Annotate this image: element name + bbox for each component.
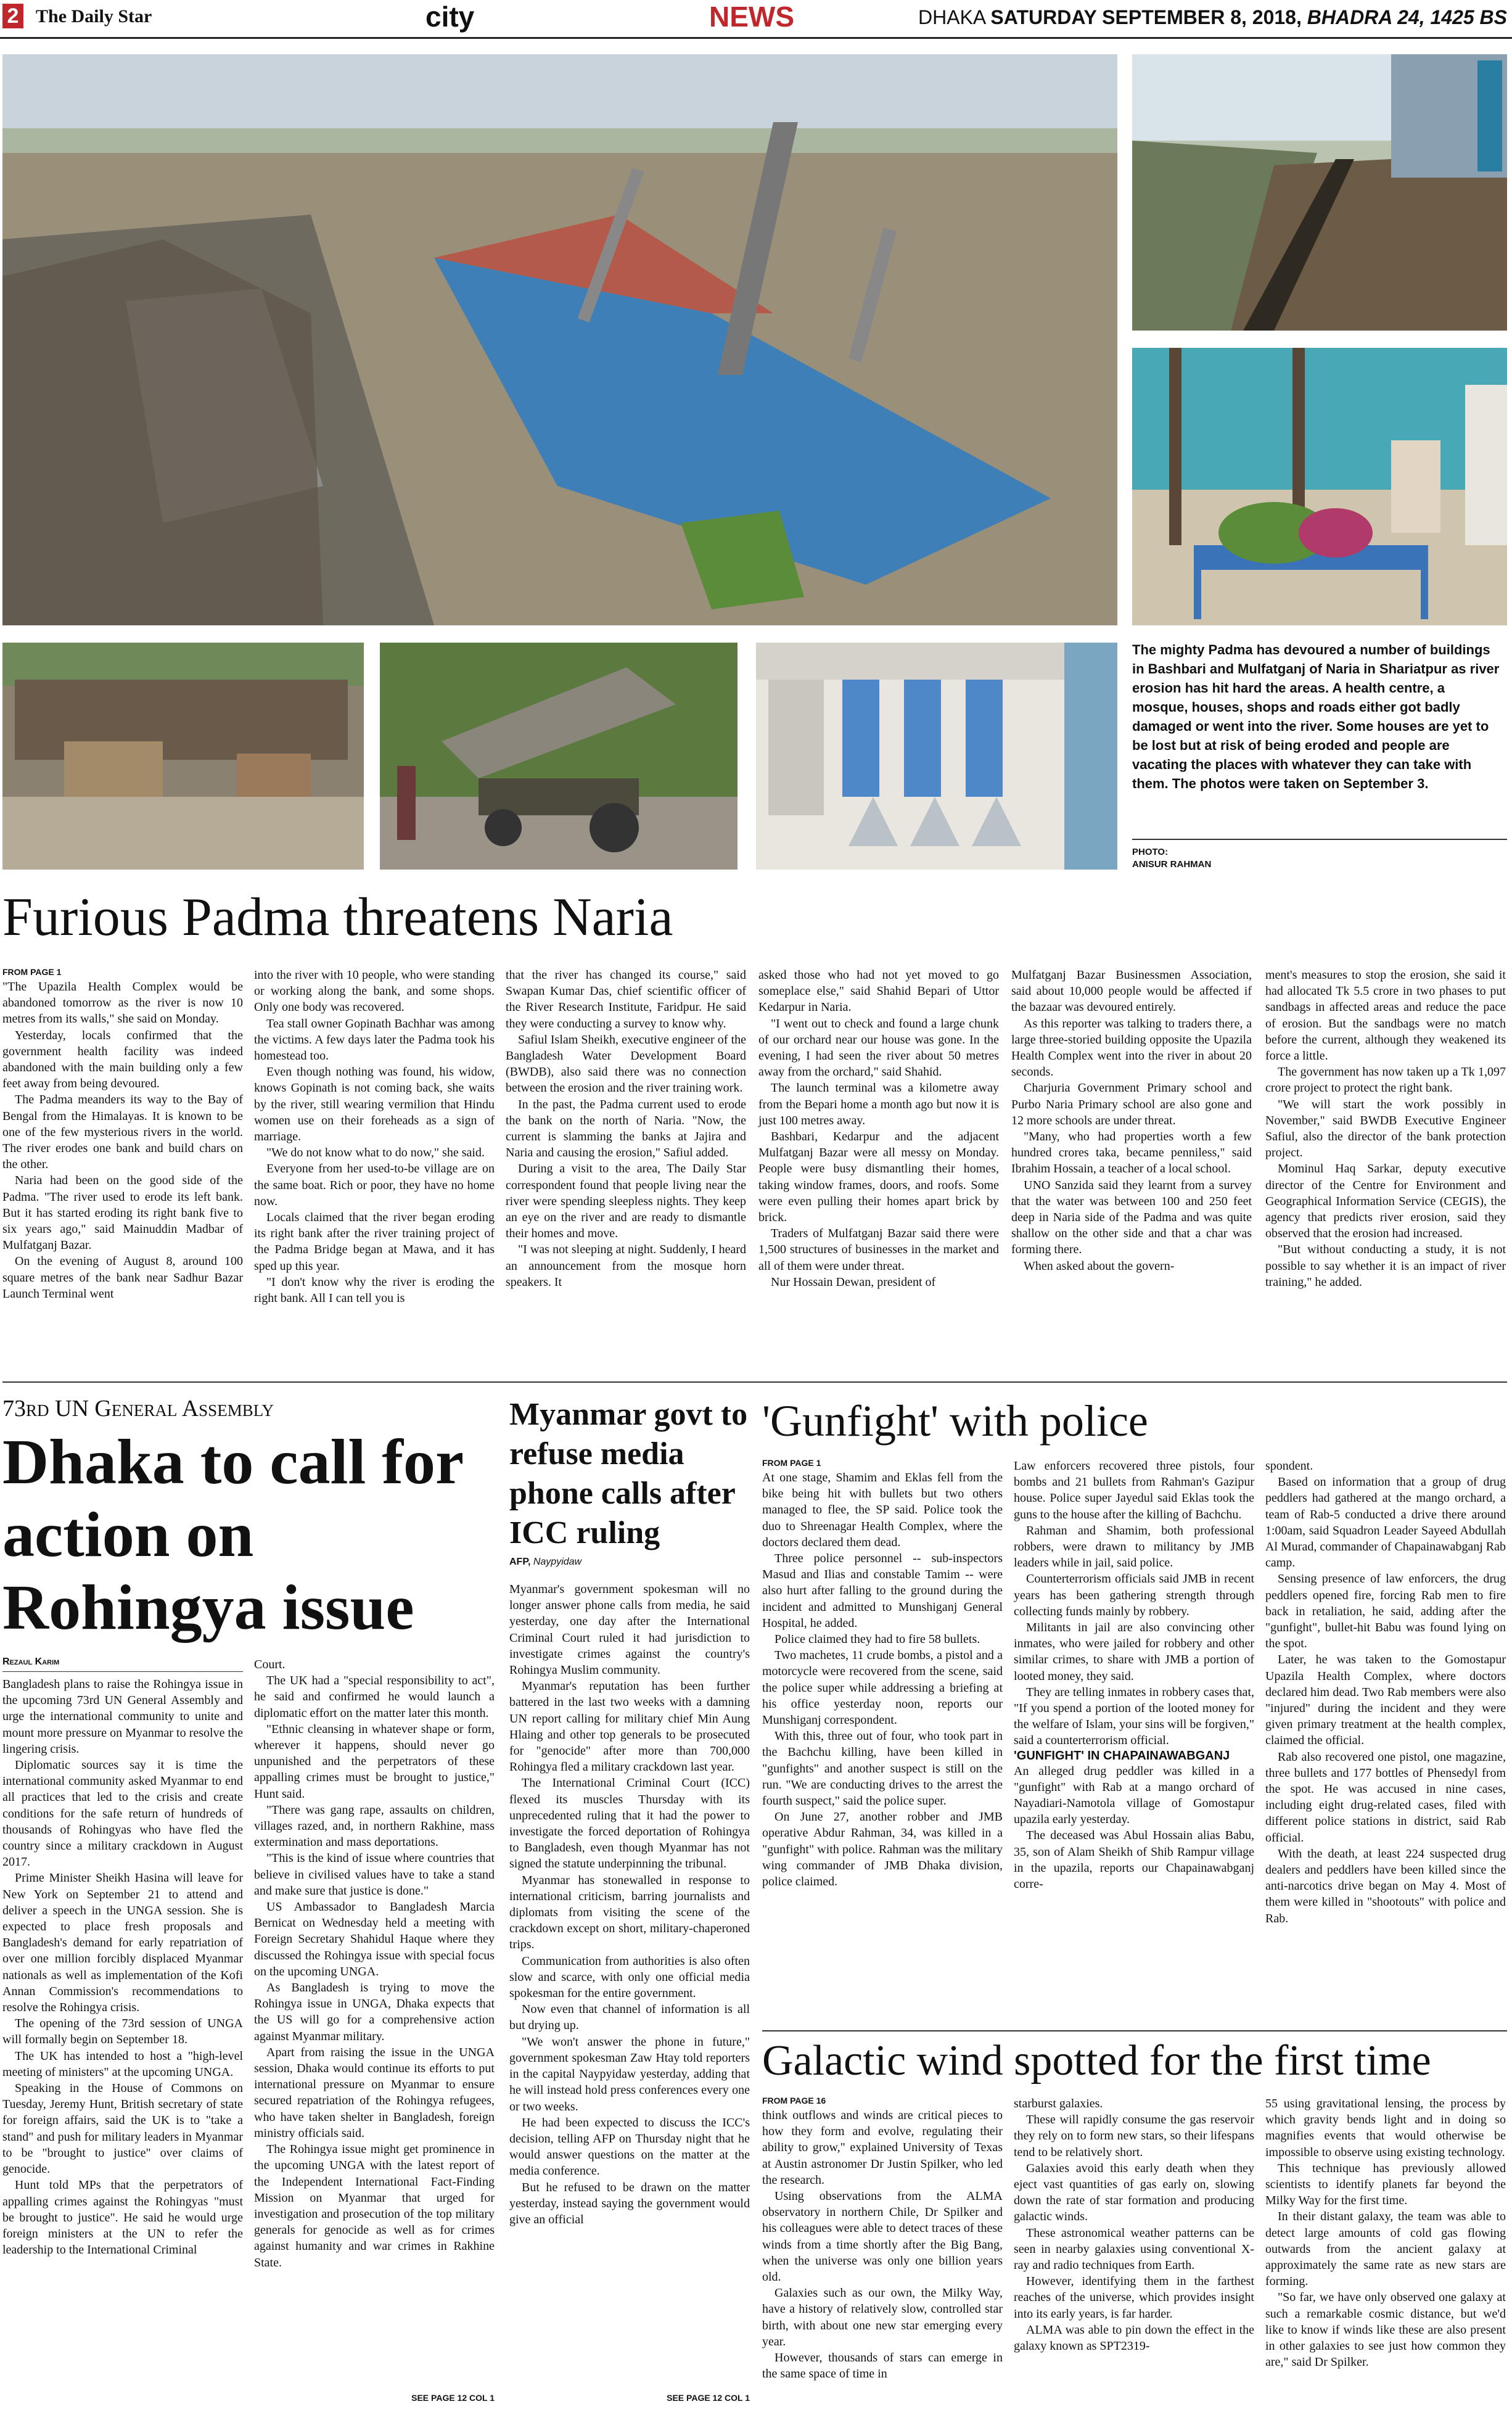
paragraph: He had been expected to discuss the ICC's decision, telling AFP on Thursday night that he would answer questions on the matter at the media conference. [509, 2115, 750, 2178]
gunfight-col-1 [762, 1458, 1003, 1890]
paragraph: ment's measures to stop the erosion, she said it had allocated Tk 5.5 crore in two phases to put sandbags in affected areas and reduce the pace of erosion. But the sandbags were no match before the current, although they weakened its force a little. [1265, 968, 1506, 1063]
myanmar-byline-agency: AFP, [509, 1557, 531, 1567]
paragraph: Later, he was taken to the Gomostapur Upazila Health Complex, where doctors declared him dead. Two Rab members were also "injured" during the incident and they were given primary treatment at the health complex, claimed the official. [1265, 1653, 1506, 1748]
paragraph: The UK had a "special responsibility to act", he said and confirmed he would launch a diplomatic effort on the matter later this month. [254, 1674, 495, 1720]
paragraph: Three police personnel -- sub-inspectors Masud and Ilias and constable Tamim -- were also hurt after falling to the ground during the incident and admitted to Munshiganj General Hospital, he added. [762, 1552, 1003, 1630]
paragraph: Even though nothing was found, his widow, knows Gopinath is not coming back, she waits by the river, still wearing vermilion that Hindu women use on their foreheads as a sign of marriage. [254, 1065, 495, 1144]
paragraph: that the river has changed its course," said Swapan Kumar Das, chief scientific officer of the River Research Institute, Faridpur. He said they were conducting a survey to know why. [506, 968, 746, 1031]
photo-eroded-road [1132, 54, 1507, 331]
unga-continued: SEE PAGE 12 COL 1 [411, 2393, 495, 2403]
paragraph: "The Upazila Health Complex would be abandoned tomorrow as the river is now 10 metres from its walls," she said on Monday. [2, 980, 243, 1026]
paragraph: Counterterrorism officials said JMB in recent years has been gathering strength through collecting funds mainly by robbery. [1014, 1572, 1254, 1618]
paragraph: Rahman and Shamim, both professional robbers, were drawn to militancy by JMB leaders while in jail, said police. [1014, 1523, 1254, 1570]
paragraph: "This is the kind of issue where countries that believe in civilised values have to take a stand and make sure that justice is done." [254, 1851, 495, 1898]
paragraph: Now even that channel of information is all but drying up. [509, 2002, 750, 2033]
gunfight-col-3 [1265, 1458, 1506, 1927]
paragraph: Myanmar's reputation has been further battered in the last two weeks with a damning UN report calling for military chief Min Aung Hlaing and other top generals to be prosecuted for "genocide" after more than 700,000 Rohingya fled a military crackdown last year. [509, 1679, 750, 1774]
paragraph: Communication from authorities is also often slow and scarce, with only one official media spokesman for the entire government. [509, 1954, 750, 2001]
padma-col-5 [1011, 967, 1252, 1274]
paragraph: think outflows and winds are critical pieces to how they form and evolve, regulating their ability to grow," explained University of Texas at Austin astronomer Dr Justin Spilker, who led the research. [762, 2109, 1003, 2187]
paragraph: As this reporter was talking to traders there, a large three-storied building opposite the Upazila Health Complex went into the river in about 20 seconds. [1011, 1016, 1252, 1079]
paragraph: The opening of the 73rd session of UNGA will formally begin on September 18. [2, 2017, 243, 2047]
paragraph: Tea stall owner Gopinath Bachhar was among the victims. A few days later the Padma took his homestead too. [254, 1016, 495, 1063]
paragraph: Yesterday, locals confirmed that the government health facility was indeed abandoned with the main building only a few feet away from being devoured. [2, 1028, 243, 1091]
paragraph: These will rapidly consume the gas reservoir they rely on to form new stars, so their lifespans tend to be relatively short. [1014, 2113, 1254, 2159]
photo-credit-label: PHOTO: [1132, 847, 1169, 857]
myanmar-headline: Myanmar govt to refuse media phone calls after ICC ruling [509, 1397, 748, 1550]
paragraph: These astronomical weather patterns can be seen in nearby galaxies using conventional X-ray and radio techniques from Earth. [1014, 2226, 1254, 2273]
paragraph: "But without conducting a study, it is not possible to say whether it is an impact of river training," he added. [1265, 1243, 1506, 1289]
photo-credit [1132, 846, 1211, 871]
paragraph: With the death, at least 224 suspected drug dealers and peddlers have been killed since the anti-narcotics drive began on May 4. Most of them were killed in "shootouts" with police and Rab. [1265, 1846, 1506, 1925]
paragraph: UNO Sanzida said they learnt from a survey that the water was between 100 and 250 feet deep in Naria side of the Padma and was quite shallow on the other side and that a char was forming there. [1011, 1178, 1252, 1257]
paragraph: They are telling inmates in robbery cases that, "If you spend a portion of the looted money for the welfare of Islam, your sins will be forgiven," said a counterterrorism official. [1014, 1685, 1254, 1748]
paragraph: US Ambassador to Bangladesh Marcia Bernicat on Wednesday held a meeting with Foreign Secretary Shahidul Haque where they discussed the Rohingya issue with special focus on the upcoming UNGA. [254, 1900, 495, 1978]
gunfight-headline: 'Gunfight' with police [762, 1396, 1148, 1446]
paragraph: Myanmar has stonewalled in response to international criticism, barring journalists and diplomats from visiting the scene of the crackdown except on short, military-chaperoned trips. [509, 1873, 750, 1952]
byline-rule [2, 1671, 243, 1672]
unga-col-1 [2, 1676, 243, 2258]
paragraph: starburst galaxies. [1014, 2097, 1103, 2110]
paragraph: On June 27, another robber and JMB operative Abdur Rahman, 34, was killed in a "gunfight" with police. Rahman was the military wing commander of JMB Dhaka division, police claimed. [762, 1810, 1003, 1889]
unga-headline: Dhaka to call for action on Rohingya issue [2, 1426, 463, 1643]
page-number: 2 [2, 4, 23, 28]
paragraph: In their distant galaxy, the team was able to detect large amounts of cold gas flowing outwards from the ancient galaxy at approximately the same rate as new stars are forming. [1265, 2210, 1506, 2289]
dateline-bangla: BHADRA 24, 1425 BS [1307, 6, 1507, 28]
paragraph: "I went out to check and found a large chunk of our orchard near our house was gone. In the evening, I had seen the river about 50 metres away from the orchard," said Shahid. [758, 1016, 999, 1079]
paragraph: Sensing presence of law enforcers, the drug peddlers opened fire, forcing Rab men to fire back in retaliation, he said, adding after the "gunfight", bullet-hit Babu was found lying on the spot. [1265, 1572, 1506, 1651]
dateline [918, 6, 1507, 29]
paragraph: "I don't know why the river is eroding the right bank. All I can tell you is [254, 1275, 495, 1306]
padma-col-2 [254, 967, 495, 1306]
padma-from-page: FROM PAGE 1 [2, 967, 62, 977]
photo-caption: The mighty Padma has devoured a number of buildings in Bashbari and Mulfatganj of Naria in Shariatpur as river erosion has hit hard the areas. A health centre, a mosque, houses, shops and roads either got badly damaged or went into the river. Some houses are yet to be lost but at risk of being eroded and people are vacating the places with whatever they can take with them. The photos were taken on September 3. [1132, 642, 1500, 791]
padma-col-1 [2, 967, 243, 1302]
galactic-top-rule [762, 2030, 1507, 2031]
photo-tractor-roof [380, 643, 738, 870]
paragraph: Mulfatganj Bazar Businessmen Association, said about 10,000 people would be affected if the bazaar was devoured entirely. [1011, 968, 1252, 1015]
gunfight-from-page: FROM PAGE 1 [762, 1458, 821, 1468]
paragraph: Based on information that a group of drug peddlers had gathered at the mango orchard, a team of Rab-5 conducted a drive there around 1:00am, said Squadron Leader Sayeed Abdullah Al Murad, commander of Chapainawabganj Rab camp. [1265, 1475, 1506, 1570]
paragraph: As Bangladesh is trying to move the Rohingya issue in UNGA, Dhaka expects that the US will go for a comprehensive action against Myanmar military. [254, 1981, 495, 2043]
paragraph: An alleged drug peddler was killed in a "gunfight" with Rab at a mango orchard of Nayadiari-Namotola village of Gomostapur upazila early yesterday. [1014, 1764, 1254, 1827]
padma-headline: Furious Padma threatens Naria [2, 887, 673, 947]
paragraph: In the past, the Padma current used to erode the bank on the north of Naria. "Now, the current is slamming the banks at Jajira and Naria and causing the erosion," Safiul added. [506, 1097, 746, 1160]
paragraph: However, identifying them in the farthest reaches of the universe, which provides insight into its early years, is far harder. [1014, 2274, 1254, 2321]
paragraph: Galaxies such as our own, the Milky Way, have a history of relatively slow, controlled star birth, with about one new star emerging every year. [762, 2286, 1003, 2348]
paragraph: Court. [254, 1658, 286, 1671]
paragraph: The International Criminal Court (ICC) flexed its muscles Thursday with its unprecedented ruling that it had the power to investigate the forced deportation of Rohingya to Bangladesh, even though Myanmar has not signed the statute underpinning the tribunal. [509, 1776, 750, 1871]
paragraph: Using observations from the ALMA observatory in northern Chile, Dr Spilker and his colleagues were able to detect traces of these winds from a time shortly after the Big Bang, when the universe was only one billion years old. [762, 2189, 1003, 2284]
myanmar-byline-place: Naypyidaw [533, 1557, 582, 1567]
paragraph: Apart from raising the issue in the UNGA session, Dhaka would continue its efforts to put international pressure on Myanmar to ensure secured repatriation of the Rohingya refugees, who have taken shelter in Bangladesh, foreign ministry officials said. [254, 2045, 495, 2140]
paragraph: "Many, who had properties worth a few hundred crores taka, became penniless," said Ibrahim Hossain, a teacher of a local school. [1011, 1130, 1252, 1176]
paragraph: This technique has previously allowed scientists to identify planets far beyond the Milky Way for the first time. [1265, 2161, 1506, 2208]
section-divider [2, 1381, 1507, 1383]
paragraph: Police claimed they had to fire 58 bullets. [774, 1632, 980, 1647]
unga-byline: Rezaul Karim [2, 1657, 60, 1667]
paragraph: "Ethnic cleansing in whatever shape or form, wherever it happens, should never go unpunished and the perpetrators of these appalling crimes must be brought to justice," Hunt said. [254, 1722, 495, 1801]
photo-dismantled-house [2, 643, 364, 870]
photo-credit-name: ANISUR RAHMAN [1132, 859, 1212, 870]
gunfight-subhead: 'GUNFIGHT' IN CHAPAINAWABGANJ [1014, 1748, 1230, 1763]
dateline-date: SATURDAY SEPTEMBER 8, 2018, [990, 6, 1302, 28]
paragraph: Locals claimed that the river began eroding its right bank after the river training project of the Padma Bridge began at Mawa, and it has sped up this year. [254, 1211, 495, 1273]
paragraph: 55 using gravitational lensing, the process by which gravity bends light and in doing so magnifies events that would otherwise be impossible to observe using existing technology. [1265, 2097, 1506, 2159]
padma-col-4 [758, 967, 999, 1290]
paragraph: The launch terminal was a kilometre away from the Bepari home a month ago but now it is just 100 metres away. [758, 1081, 999, 1127]
unga-col-2 [254, 1657, 495, 2271]
paragraph: Traders of Mulfatganj Bazar said there were 1,500 structures of businesses in the market and all of them were under threat. [758, 1227, 999, 1273]
paragraph: Nur Hossain Dewan, president of [771, 1275, 936, 1289]
paragraph: The Rohingya issue might get prominence in the upcoming UNGA with the latest report of the Independent International Fact-Finding Mission on Myanmar that urged for investigation and prosecution of the top military generals for genocide as well as for crimes against humanity and war crimes in Rakhine State. [254, 2142, 495, 2270]
paragraph: Two machetes, 11 crude bombs, a pistol and a motorcycle were recovered from the scene, said the police super while addressing a briefing at his office yesterday noon, reports our Munshiganj correspondent. [762, 1648, 1003, 1727]
paragraph: Safiul Islam Sheikh, executive engineer of the Bangladesh Water Development Board (BWDB), also said there was no connection between the erosion and the river training work. [506, 1032, 746, 1095]
paragraph: Everyone from her used-to-be village are on the same boat. Rich or poor, they have no home now. [254, 1162, 495, 1208]
paragraph: But he refused to be drawn on the matter yesterday, instead saying the government would give an official [509, 2180, 750, 2226]
category-label: NEWS [709, 1, 794, 33]
paragraph: Hunt told MPs that the perpetrators of appalling crimes against the Rohingyas "must be brought to justice". He said he would urge foreign ministers at the UN to refer the leadership to the International Criminal [2, 2178, 243, 2257]
galactic-headline: Galactic wind spotted for the first time [762, 2037, 1431, 2085]
paragraph: On the evening of August 8, around 100 square metres of the bank near Sadhur Bazar Launch Terminal went [2, 1254, 243, 1301]
paragraph: However, thousands of stars can emerge in the same space of time in [762, 2351, 1003, 2381]
section-label: city [425, 1, 475, 33]
paragraph: Bashbari, Kedarpur and the adjacent Mulfatganj Bazar were all messy on Monday. People were busy dismantling their homes, taking window frames, doors, and roofs. Some were even pulling their homes apart brick by brick. [758, 1130, 999, 1225]
paragraph: With this, three out of four, who took part in the Bachchu killing, have been killed in "gunfights" and another suspect is still on the run. "We are conducting drives to the arrest the fourth suspect," said the police super. [762, 1729, 1003, 1808]
paragraph: into the river with 10 people, who were standing or working along the bank, and some shops. Only one body was recovered. [254, 968, 495, 1015]
paragraph: Militants in jail are also convincing other inmates, who were jailed for robbery and other similar crimes, to share with JMB a portion of looted money, they said. [1014, 1621, 1254, 1683]
padma-col-3 [506, 967, 746, 1290]
paragraph: Speaking in the House of Commons on Tuesday, Jeremy Hunt, British secretary of state for foreign affairs, said the UK is to "take a stand" and push for military leaders in Myanmar to be "brought to justice" over claims of genocide. [2, 2081, 243, 2176]
paragraph: "We won't answer the phone in future," government spokesman Zaw Htay told reporters in the capital Naypyidaw yesterday, adding that he will instead hold press conferences every one or two weeks. [509, 2035, 750, 2114]
paragraph: The deceased was Abul Hossain alias Babu, 35, son of Alam Sheikh of Shib Rampur village in the upazila, reports our Chapainawabganj corre- [1014, 1829, 1254, 1891]
photo-mosque-pillars [756, 643, 1117, 870]
paragraph: asked those who had not yet moved to go someplace else," said Shahid Bepari of Uttor Kedarpur in Naria. [758, 968, 999, 1015]
paragraph: When asked about the govern- [1024, 1259, 1175, 1273]
paragraph: "So far, we have only observed one galaxy at such a remarkable cosmic distance, but we'd like to know if winds like these are also present in other galaxies to see just how common they are," said Dr Spilker. [1265, 2291, 1506, 2369]
paragraph: The UK has intended to host a "high-level meeting of ministers" at the upcoming UNGA. [2, 2049, 243, 2079]
paragraph: During a visit to the area, The Daily Star correspondent found that people living near the river were spending sleepless nights. They keep an eye on the river and are ready to dismantle their homes and move. [506, 1162, 746, 1241]
paragraph: Galaxies avoid this early death when they eject vast quantities of gas early on, slowing down the rate of star formation and producing galactic winds. [1014, 2161, 1254, 2224]
paragraph: Bangladesh plans to raise the Rohingya issue in the upcoming 73rd UN General Assembly and urge the international community to unite and mount more pressure on Myanmar to resolve the lingering crisis. [2, 1677, 243, 1756]
paragraph: Law enforcers recovered three pistols, four bombs and 21 bullets from Rahman's Gazipur house. Police super Jayedul said Eklas took the guns to the house after the killing of Bachchu. [1014, 1459, 1254, 1521]
paragraph: Prime Minister Sheikh Hasina will leave for New York on September 21 to attend and deliver a speech in the UNGA session. She is expected to place fresh proposals and Bangladesh's demand for early repatriation of over one million forcibly displaced Myanmar nationals as well as implementation of the Kofi Annan Commission's recommendations to resolve the Rohingya crisis. [2, 1871, 243, 2015]
caption-rule [1132, 839, 1507, 840]
paragraph: "We do not know what to do now," she said. [266, 1146, 485, 1160]
padma-col-6 [1265, 967, 1506, 1290]
paragraph: Rab also recovered one pistol, one magazine, three bullets and 177 bottles of Phensedyl from the spot. He was accused in nine cases, including eight drug-related cases, filed with different police stations in district, said Rab official. [1265, 1750, 1506, 1845]
photo-belongings-on-cot [1132, 348, 1507, 625]
main-photo-collapsed-building [2, 54, 1117, 625]
paragraph: "We will start the work possibly in November," said BWDB Executive Engineer Safiul, also the director of the bank protection project. [1265, 1097, 1506, 1160]
galactic-col-3 [1265, 2096, 1506, 2370]
paragraph: The Padma meanders its way to the Bay of Bengal from the Himalayas. It is known to be one of the few mysterious rivers in the world. The river erodes one bank and build chars on the other. [2, 1093, 243, 1172]
paragraph: spondent. [1265, 1459, 1313, 1473]
paragraph: The government has now taken up a Tk 1,097 crore project to protect the right bank. [1265, 1065, 1506, 1095]
myanmar-byline [509, 1557, 581, 1568]
galactic-col-2 [1014, 2096, 1254, 2354]
paragraph: ALMA was able to pin down the effect in the galaxy known as SPT2319- [1014, 2323, 1254, 2353]
paragraph: "There was gang rape, assaults on children, villages razed, and, in northern Rakhine, mass extermination and mass deportations. [254, 1803, 495, 1850]
dateline-city: DHAKA [918, 6, 985, 28]
paragraph: Myanmar's government spokesman will no longer answer phone calls from media, he said yesterday, one day after the International Criminal Court ruled it had jurisdiction to investigate crimes against the country's Rohingya Muslim community. [509, 1583, 750, 1677]
gunfight-col-2 [1014, 1458, 1254, 1892]
galactic-col-1 [762, 2096, 1003, 2382]
paragraph: Charjuria Government Primary school and Purbo Naria Primary school are also gone and 12 more schools are under threat. [1011, 1081, 1252, 1127]
paragraph: Naria had been on the good side of the Padma. "The river used to erode its left bank. But it has started eroding its right bank five to six years ago," said Mainuddin Madbar of Mulfatganj Bazar. [2, 1174, 243, 1253]
paragraph: At one stage, Shamim and Eklas fell from the bike being hit with bullets but two others managed to flee, the SP said. Police took the duo to Shreenagar Health Complex, where the doctors declared them dead. [762, 1471, 1003, 1549]
myanmar-body [509, 1581, 750, 2228]
myanmar-continued: SEE PAGE 12 COL 1 [667, 2393, 750, 2403]
galactic-from-page: FROM PAGE 16 [762, 2096, 826, 2105]
paragraph: Diplomatic sources say it is time the international community asked Myanmar to end all practices that led to the crisis and create conditions for the safe return of hundreds of thousands of Rohingyas who have fled the country since a military crackdown in August 2017. [2, 1758, 243, 1869]
masthead [0, 0, 1512, 39]
paragraph: Mominul Haq Sarkar, deputy executive director of the Centre for Environment and Geographical Information Service (CEGIS), the agency that predicts river erosion, said they observed that the erosion had increased. [1265, 1162, 1506, 1241]
paragraph: "I was not sleeping at night. Suddenly, I heard an announcement from the mosque horn speakers. It [506, 1243, 746, 1289]
paper-name: The Daily Star [36, 6, 152, 27]
unga-kicker: 73rd UN General Assembly [2, 1396, 274, 1422]
